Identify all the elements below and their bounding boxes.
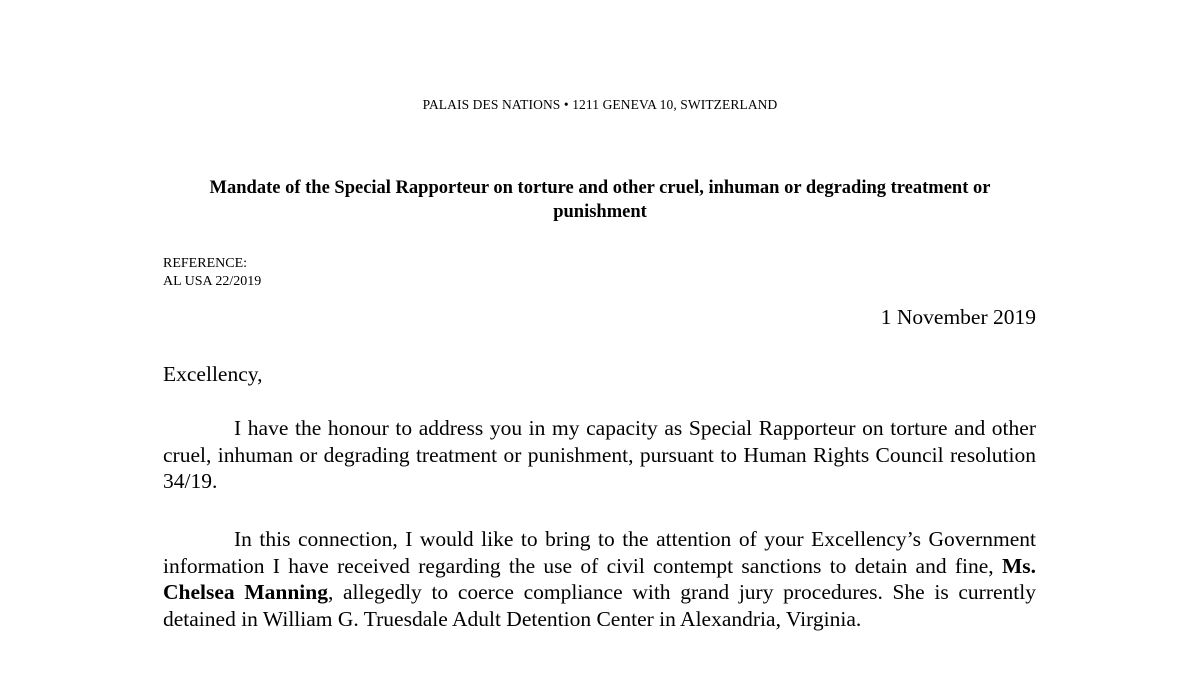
salutation: Excellency, bbox=[163, 362, 263, 386]
reference-code: AL USA 22/2019 bbox=[163, 274, 262, 289]
paragraph-intro: I have the honour to address you in my capacity as Special Rapporteur on torture and other cruel, inhuman or degrading treatment or punishment, pursuant to Human Rights Council resolution 34/19. bbox=[163, 416, 1036, 493]
reference-label: REFERENCE: bbox=[163, 256, 248, 271]
paragraph-connection bbox=[163, 526, 1036, 632]
mandate-title: Mandate of the Special Rapporteur on torture and other cruel, inhuman or degrading treatment or punishment bbox=[209, 178, 991, 222]
letter-date: 1 November 2019 bbox=[880, 305, 1036, 329]
paragraph-connection-text-1: In this connection, I would like to bring to the attention of your Excellency’s Government information I have received regarding the use of civil contempt sanctions to detain and fine, bbox=[163, 527, 1036, 578]
subject-name: Ms. Chelsea Manning bbox=[163, 553, 1036, 604]
paragraph-connection-text-2: , allegedly to coerce compliance with grand jury procedures. She is currently detained in William G. Truesdale Adult Detention Center in Alexandria, Virginia. bbox=[163, 580, 1036, 631]
letterhead-address: PALAIS DES NATIONS • 1211 GENEVA 10, SWITZERLAND bbox=[422, 97, 778, 112]
reference-block bbox=[163, 255, 261, 291]
